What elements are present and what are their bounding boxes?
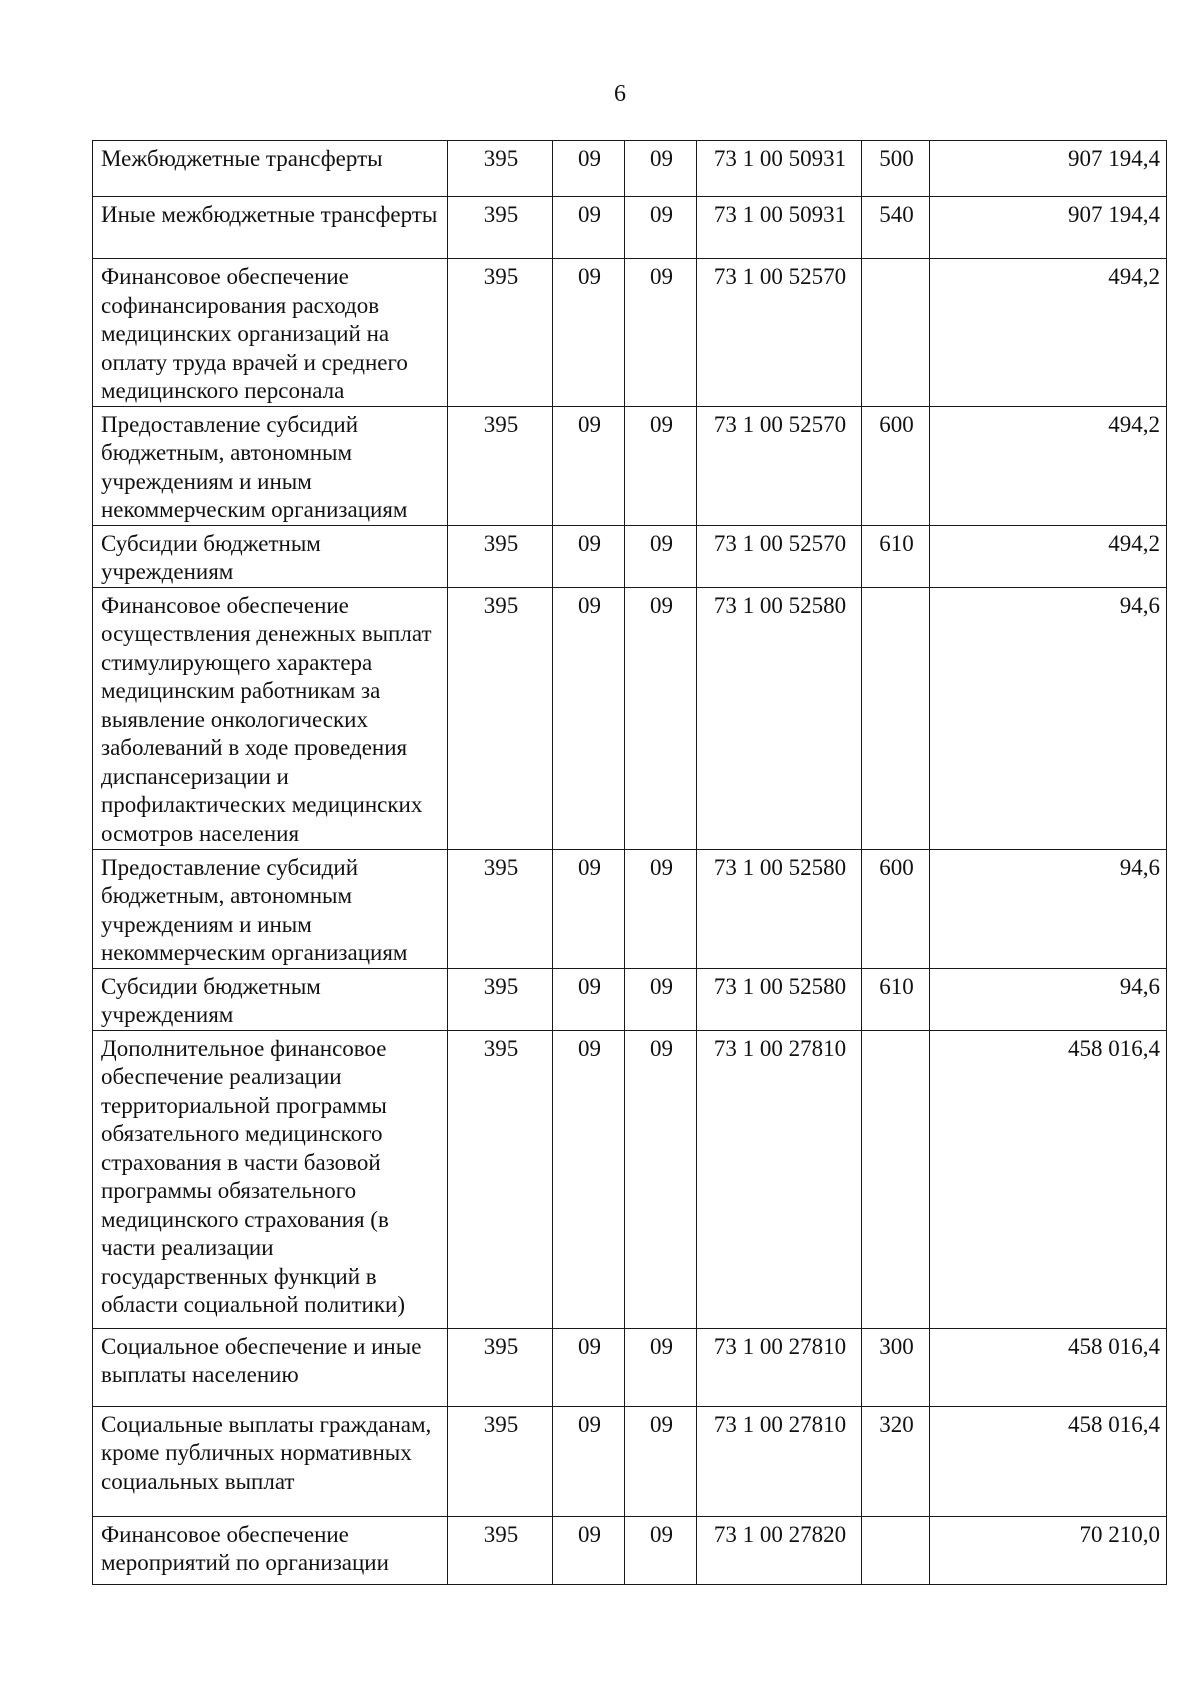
table-row [93,259,1167,407]
cell-grbs: 395 [448,197,553,259]
cell-name: Финансовое обеспечение осуществления денежных выплат стимулирующего характера медицинским работникам за выявление онкологических заболеваний в ходе проведения диспансеризации и профилактических медицинских осмотров населения [93,587,448,849]
cell-pr: 09 [625,587,697,849]
cell-grbs: 395 [448,141,553,197]
cell-name: Дополнительное финансовое обеспечение реализации территориальной программы обязательного медицинского страхования в части базовой программы обязательного медицинского страхования (в части реализации государственных функций в области социальной политики) [93,1030,448,1328]
cell-pr: 09 [625,849,697,968]
cell-rz: 09 [553,849,625,968]
cell-rz: 09 [553,141,625,197]
cell-pr: 09 [625,525,697,587]
cell-csr: 73 1 00 50931 [697,197,862,259]
cell-vr: 500 [862,141,930,197]
cell-vr: 300 [862,1328,930,1406]
cell-rz: 09 [553,1328,625,1406]
cell-name: Предоставление субсидий бюджетным, автономным учреждениям и иным некоммерческим организациям [93,406,448,525]
cell-name: Социальные выплаты гражданам, кроме публичных нормативных социальных выплат [93,1406,448,1516]
cell-name: Субсидии бюджетным учреждениям [93,968,448,1030]
cell-name: Субсидии бюджетным учреждениям [93,525,448,587]
cell-sum: 907 194,4 [930,141,1167,197]
cell-csr: 73 1 00 27810 [697,1328,862,1406]
table-row [93,849,1167,968]
cell-name: Иные межбюджетные трансферты [93,197,448,259]
cell-csr: 73 1 00 27810 [697,1030,862,1328]
cell-rz: 09 [553,587,625,849]
cell-vr: 540 [862,197,930,259]
cell-pr: 09 [625,1328,697,1406]
cell-vr: 320 [862,1406,930,1516]
cell-sum: 70 210,0 [930,1516,1167,1584]
cell-sum: 494,2 [930,406,1167,525]
cell-name: Предоставление субсидий бюджетным, автономным учреждениям и иным некоммерческим организациям [93,849,448,968]
cell-rz: 09 [553,525,625,587]
cell-vr: 600 [862,849,930,968]
cell-vr: 610 [862,968,930,1030]
cell-grbs: 395 [448,406,553,525]
table-row [93,1516,1167,1584]
cell-grbs: 395 [448,525,553,587]
cell-csr: 73 1 00 50931 [697,141,862,197]
cell-vr [862,587,930,849]
page-number: 6 [614,81,626,107]
cell-sum: 94,6 [930,587,1167,849]
cell-name: Социальное обеспечение и иные выплаты населению [93,1328,448,1406]
cell-sum: 494,2 [930,259,1167,407]
cell-sum: 458 016,4 [930,1328,1167,1406]
table-row [93,1328,1167,1406]
cell-vr: 610 [862,525,930,587]
cell-csr: 73 1 00 52580 [697,849,862,968]
cell-sum: 94,6 [930,968,1167,1030]
table-row [93,525,1167,587]
cell-name: Финансовое обеспечение мероприятий по организации [93,1516,448,1584]
cell-pr: 09 [625,968,697,1030]
cell-csr: 73 1 00 27810 [697,1406,862,1516]
cell-sum: 458 016,4 [930,1406,1167,1516]
cell-grbs: 395 [448,968,553,1030]
cell-rz: 09 [553,1516,625,1584]
cell-vr: 600 [862,406,930,525]
cell-csr: 73 1 00 52580 [697,587,862,849]
cell-rz: 09 [553,968,625,1030]
cell-pr: 09 [625,1406,697,1516]
table-row [93,197,1167,259]
cell-csr: 73 1 00 52570 [697,525,862,587]
cell-vr [862,259,930,407]
cell-rz: 09 [553,406,625,525]
cell-grbs: 395 [448,1030,553,1328]
cell-sum: 494,2 [930,525,1167,587]
cell-grbs: 395 [448,1516,553,1584]
cell-pr: 09 [625,406,697,525]
table-row [93,1406,1167,1516]
table-row [93,587,1167,849]
cell-name: Финансовое обеспечение софинансирования расходов медицинских организаций на оплату труда врачей и среднего медицинского персонала [93,259,448,407]
budget-table-body [93,141,1167,1585]
cell-rz: 09 [553,1030,625,1328]
cell-rz: 09 [553,259,625,407]
cell-grbs: 395 [448,849,553,968]
cell-pr: 09 [625,1030,697,1328]
cell-csr: 73 1 00 27820 [697,1516,862,1584]
cell-sum: 458 016,4 [930,1030,1167,1328]
table-row [93,141,1167,197]
cell-pr: 09 [625,1516,697,1584]
cell-pr: 09 [625,197,697,259]
cell-rz: 09 [553,197,625,259]
cell-rz: 09 [553,1406,625,1516]
table-row [93,968,1167,1030]
cell-sum: 907 194,4 [930,197,1167,259]
table-row [93,1030,1167,1328]
cell-vr [862,1516,930,1584]
cell-csr: 73 1 00 52570 [697,406,862,525]
cell-name: Межбюджетные трансферты [93,141,448,197]
cell-grbs: 395 [448,1328,553,1406]
cell-pr: 09 [625,141,697,197]
cell-csr: 73 1 00 52570 [697,259,862,407]
cell-csr: 73 1 00 52580 [697,968,862,1030]
cell-grbs: 395 [448,1406,553,1516]
cell-pr: 09 [625,259,697,407]
cell-sum: 94,6 [930,849,1167,968]
table-row [93,406,1167,525]
cell-grbs: 395 [448,587,553,849]
cell-grbs: 395 [448,259,553,407]
cell-vr [862,1030,930,1328]
budget-table [92,140,1167,1585]
